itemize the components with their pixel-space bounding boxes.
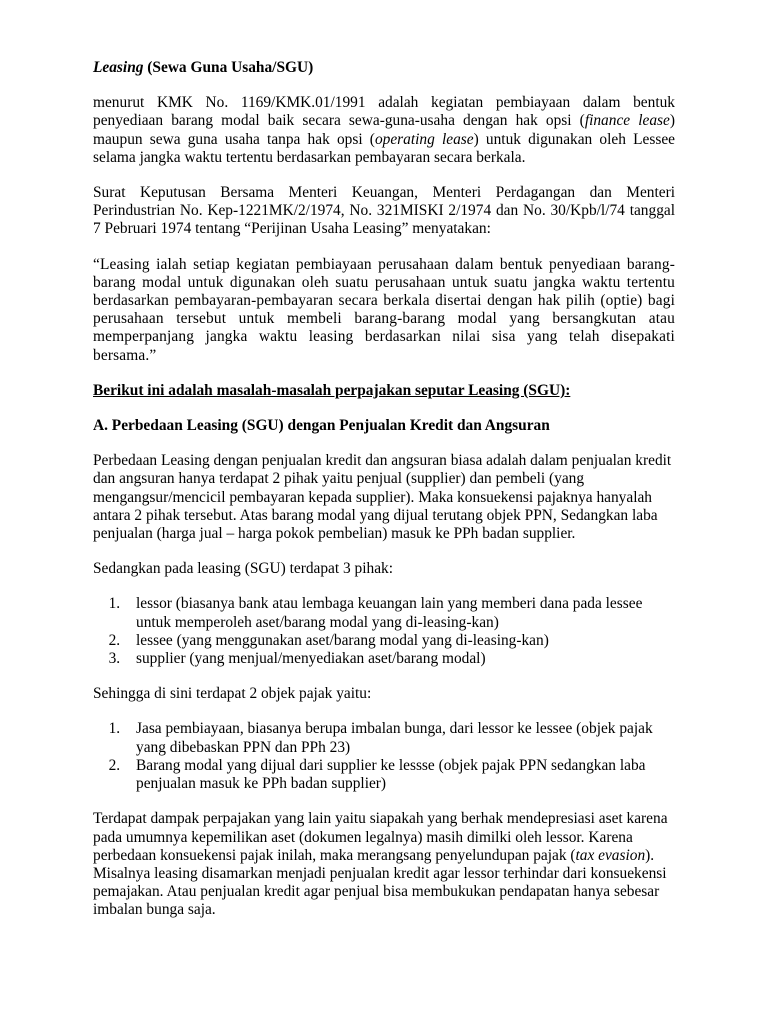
paragraph-definition-kmk [93,94,675,167]
paragraph-quote: “Leasing ialah setiap kegiatan pembiayaan perusahaan dalam bentuk penyediaan barang-barang modal untuk digunakan oleh suatu perusahaan untuk suatu jangka waktu tertentu berdasarkan pembayaran-pembayaran secara berkala disertai dengan hak pilih (optie) bagi perusahaan tersebut untuk membeli barang-barang modal yang bersangkutan atau memperpanjang jangka waktu leasing berdasarkan nilai sisa yang telah disepakati bersama.” [93,255,675,364]
paragraph-tax-impact [93,810,675,919]
paragraph-skb: Surat Keputusan Bersama Menteri Keuangan, Menteri Perdagangan dan Menteri Perindustrian No. Kep-1221MK/2/1974, No. 321MISKI 2/1974 dan No. 30/Kpb/l/74 tanggal 7 Pebruari 1974 tentang “Perijinan Usaha Leasing” menyatakan: [93,184,675,238]
list-parties [93,595,675,668]
list-item: 1. lessor (biasanya bank atau lembaga keuangan lain yang memberi dana pada lessee untuk memperoleh aset/barang modal yang di-leasing-kan) [124,595,675,631]
heading-tax-issues: Berikut ini adalah masalah-masalah perpajakan seputar Leasing (SGU): [93,381,571,399]
para6-text-1: Terdapat dampak perpajakan yang lain yaitu siapakah yang berhak mendepresiasi aset karena pada umumnya kepemilikan aset (dokumen legalnya) masih dimilki oleh lessor. Karena perbedaan konsuekensi pajak inilah, maka merangsang penyelundupan pajak ( [93,810,668,864]
paragraph-difference: Perbedaan Leasing dengan penjualan kredit dan angsuran biasa adalah dalam penjualan kredit dan angsuran hanya terdapat 2 pihak yaitu penjual (supplier) dan pembeli (yang mengangsur/mencicil pembayaran kepada supplier). Maka konsuekensi pajaknya hanyalah antara 2 pihak tersebut. Atas barang modal yang dijual terutang objek PPN, Sedangkan laba penjualan (harga jual – harga pokok pembelian) masuk ke PPh badan supplier. [93,452,672,543]
paragraph-tax-objects: Sehingga di sini terdapat 2 objek pajak yaitu: [93,685,372,703]
paragraph-three-parties: Sedangkan pada leasing (SGU) terdapat 3 pihak: [93,560,394,578]
list-tax-objects [93,720,675,793]
list-item: 3. supplier (yang menjual/menyediakan aset/barang modal) [124,650,675,668]
para6-text-2: ). Misalnya leasing disamarkan menjadi penjualan kredit agar lessor terhindar dari konsuekensi pemajakan. Atau penjualan kredit agar penjual bisa membukukan pendapatan hanya sebesar imbalan bunga saja. [93,846,667,919]
heading-section-a: A. Perbedaan Leasing (SGU) dengan Penjualan Kredit dan Angsuran [93,417,550,435]
list-item: 2. lessee (yang menggunakan aset/barang modal yang di-leasing-kan) [124,632,675,650]
document-title [93,59,675,77]
list-item: 2. Barang modal yang dijual dari supplier ke lessse (objek pajak PPN sedangkan laba penjualan masuk ke PPh badan supplier) [124,757,675,793]
para6-italic-1: tax evasion [575,846,646,864]
para1-text-3: ) untuk digunakan oleh Lessee selama jangka waktu tertentu berdasarkan pembayaran secara berkala. [93,130,675,166]
para1-italic-2: operating lease [374,130,474,148]
para1-text-1: menurut KMK No. 1169/KMK.01/1991 adalah kegiatan pembiayaan dalam bentuk penyediaan barang modal baik secara sewa-guna-usaha dengan hak opsi ( [93,94,675,130]
para1-italic-1: finance lease [584,112,670,130]
title-rest: (Sewa Guna Usaha/SGU) [143,59,314,76]
list-item: 1. Jasa pembiayaan, biasanya berupa imbalan bunga, dari lessor ke lessee (objek pajak yang dibebaskan PPN dan PPh 23) [124,720,675,756]
title-italic: Leasing [93,59,144,76]
para1-text-2: ) maupun sewa guna usaha tanpa hak opsi ( [93,112,675,148]
